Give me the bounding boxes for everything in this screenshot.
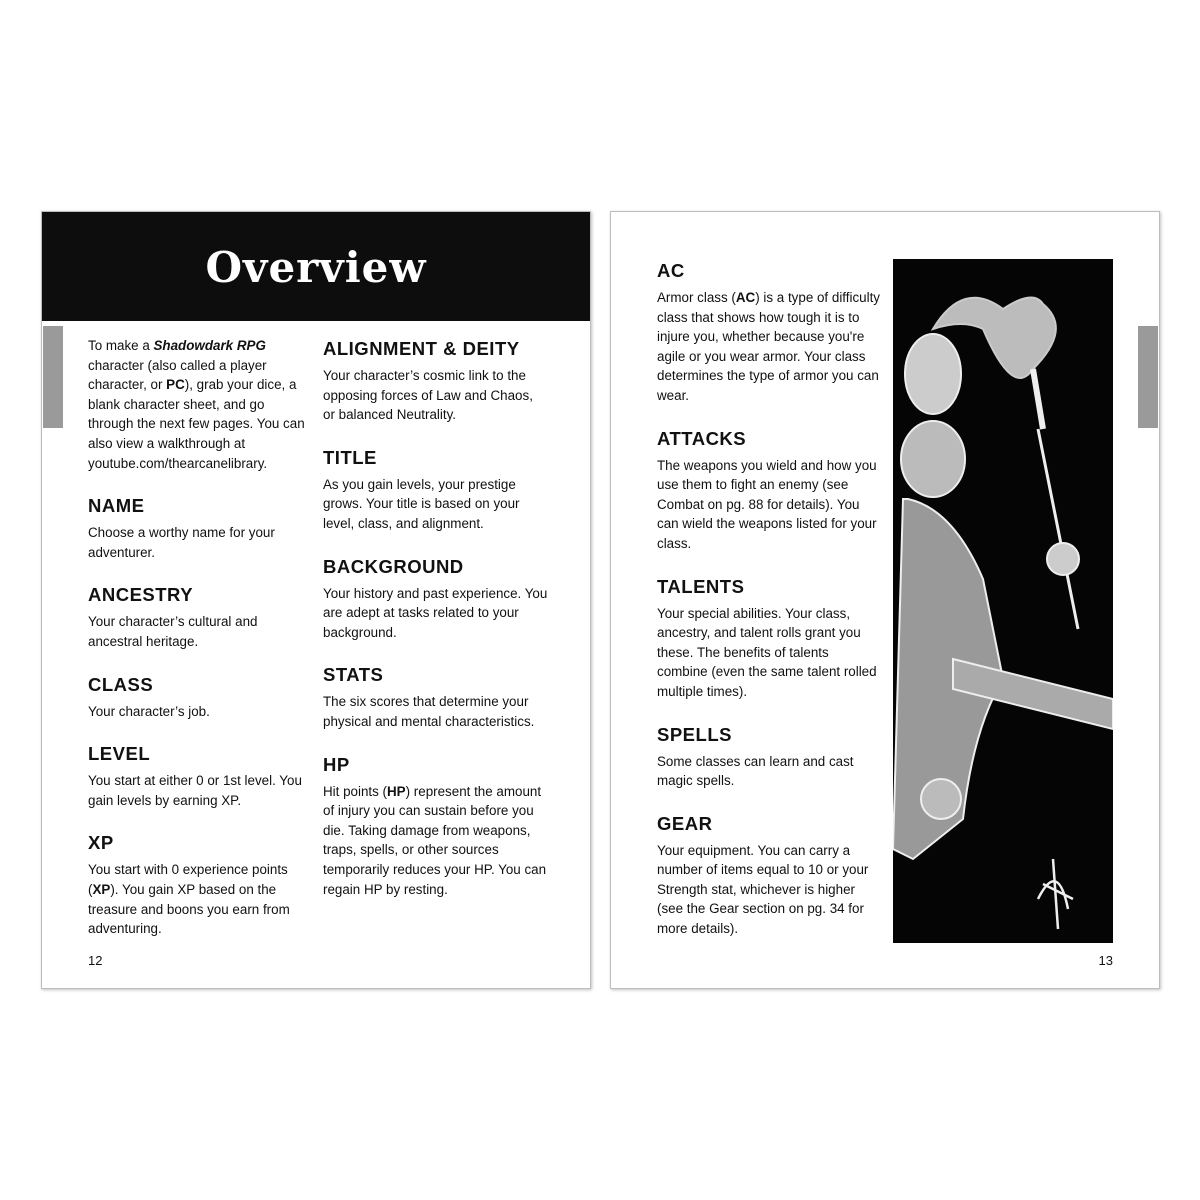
right-page: [610, 211, 1160, 989]
text-run: Hit points (: [323, 783, 387, 799]
section-heading: ALIGNMENT & DEITY: [323, 338, 520, 359]
section-heading: STATS: [323, 664, 384, 686]
page-title: Overview: [42, 212, 590, 321]
page-number: 12: [88, 953, 103, 968]
section-heading: ANCESTRY: [88, 584, 194, 606]
text-run: Some classes can learn and cast magic spells.: [657, 753, 854, 789]
section-text: [88, 336, 313, 473]
left-column-1: [88, 336, 313, 961]
text-run: Choose a worthy name for your adventurer.: [88, 525, 275, 560]
text-run: As you gain levels, your prestige grows. Your title is based on your level, class, and alignment.: [323, 476, 520, 531]
text-run: To make a: [88, 338, 154, 353]
section-text: [657, 456, 882, 554]
section-text: [323, 475, 548, 534]
text-run: Your history and past experience. You are adept at tasks related to your background.: [323, 585, 548, 640]
section-text: [657, 288, 882, 406]
section-heading: AC: [657, 260, 685, 281]
left-page: [41, 211, 591, 989]
section-heading: CLASS: [88, 673, 154, 695]
left-column-2: [323, 338, 548, 921]
chapter-tab: [1138, 326, 1158, 428]
section-heading: NAME: [88, 495, 145, 517]
section-text: [323, 692, 548, 731]
chapter-tab: [43, 326, 63, 428]
section-heading: GEAR: [657, 812, 713, 834]
text-run: ) represent the amount of injury you can sustain before you die. Taking damage from weapons, traps, spells, or other sources temporarily reduces your HP. You can regain HP by resting.: [323, 783, 547, 897]
text-run: PC: [166, 377, 185, 393]
section-text: [88, 702, 313, 722]
text-run: HP: [387, 783, 406, 799]
text-run: Your character’s cosmic link to the opposing forces of Law and Chaos, or balanced Neutrality.: [323, 368, 533, 423]
section-heading: TITLE: [323, 446, 377, 468]
text-run: character (also called a player character, or: [88, 357, 267, 393]
text-run: You start at either 0 or 1st level. You gain levels by earning XP.: [88, 773, 302, 808]
text-run: Armor class (: [657, 290, 736, 305]
warrior-illustration: [893, 259, 1113, 943]
section-heading: SPELLS: [657, 723, 732, 745]
text-run: Your equipment. You can carry a number of items equal to 10 or your Strength stat, whichever is higher (see the Gear section on pg. 34 for more details).: [657, 842, 869, 937]
section-text: [88, 860, 313, 938]
text-run: Your character’s job.: [88, 703, 210, 719]
section-text: [657, 604, 882, 702]
text-run: ) is a type of difficulty class that shows how tough it is to injure you, whether because you're agile or you wear armor. Your class determines the type of armor you can wear.: [657, 290, 881, 403]
text-run: ), grab your dice, a blank character sheet, and go through the next few pages. You can also view a walkthrough at youtube.com/thearcanelibrary.: [88, 377, 305, 471]
text-run: Shadowdark RPG: [153, 338, 266, 353]
section-text: [657, 752, 882, 791]
text-run: The weapons you wield and how you use them to fight an enemy (see Combat on pg. 88 for details). You can wield the weapons listed for your class.: [657, 457, 877, 551]
section-text: [323, 366, 548, 425]
section-text: [88, 523, 313, 562]
text-run: You start with 0 experience points (: [88, 862, 288, 897]
text-run: AC: [735, 290, 756, 305]
section-text: [657, 841, 882, 939]
text-run: XP: [92, 881, 111, 897]
section-heading: HP: [323, 753, 350, 775]
section-text: [323, 584, 548, 643]
section-heading: BACKGROUND: [323, 555, 464, 577]
text-run: Your character’s cultural and ancestral heritage.: [88, 614, 258, 649]
section-text: [88, 612, 313, 651]
section-heading: TALENTS: [657, 575, 745, 597]
text-run: The six scores that determine your physical and mental characteristics.: [323, 694, 535, 729]
section-heading: ATTACKS: [657, 427, 747, 449]
section-text: [323, 782, 548, 900]
text-run: ). You gain XP based on the treasure and boons you earn from adventuring.: [88, 881, 290, 937]
page-number: 13: [1098, 953, 1113, 968]
right-column: [657, 260, 882, 961]
section-text: [88, 771, 313, 810]
section-heading: LEVEL: [88, 743, 151, 765]
text-run: Your special abilities. Your class, ancestry, and talent rolls grant you these. The benefits of talents combine (even the same talent rolled multiple times).: [657, 605, 877, 699]
section-heading: XP: [88, 832, 114, 854]
